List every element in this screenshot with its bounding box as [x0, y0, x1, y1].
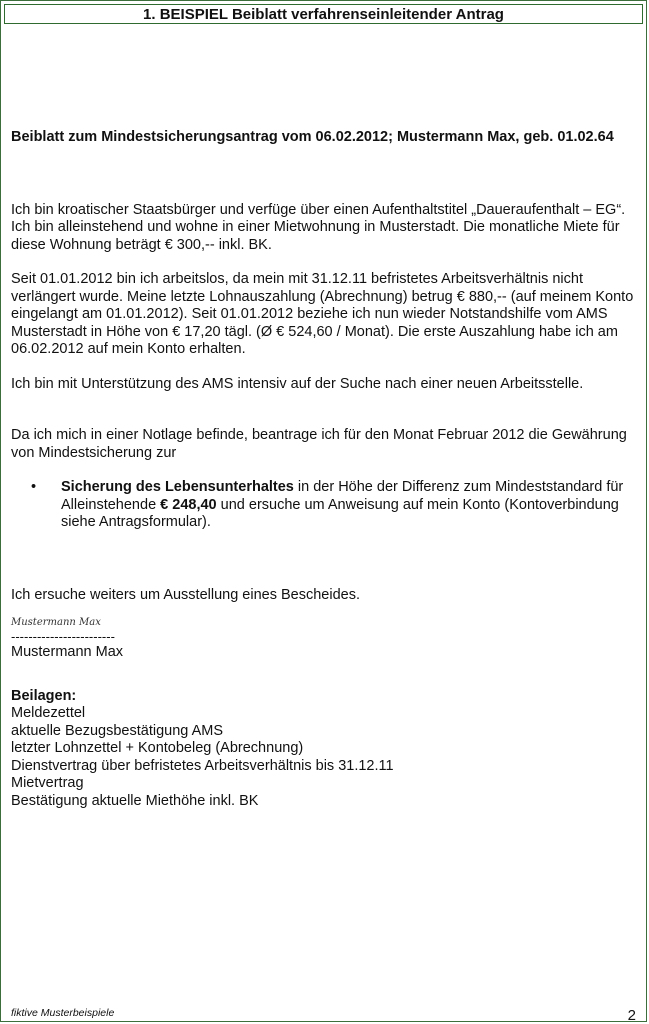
bullet-bold-lead: Sicherung des Lebensunterhaltes — [61, 479, 294, 495]
request-bullet — [11, 479, 637, 532]
paragraph-employment: Seit 01.01.2012 bin ich arbeitslos, da mein mit 31.12.11 befristetes Arbeitsverhältnis nicht verlängert wurde. Meine letzte Lohnauszahlung (Abrechnung) betrug € 880,-- (auf meinem Konto eingelangt am 01.01.2012). Seit 01.01.2012 beziehe ich nun wieder Notstandshilfe vom AMS Musterstadt in Höhe von € 17,20 tägl. (Ø € 524,60 / Monat). Die erste Auszahlung habe ich am 06.02.2012 auf mein Konto erhalten. — [11, 271, 634, 357]
paragraph-residence: Ich bin kroatischer Staatsbürger und verfüge über einen Aufenthaltstitel „Daueraufenthalt – EG“. Ich bin alleinstehend und wohne in einer Mietwohnung in Musterstadt. Die monatliche Miete für diese Wohnung beträgt € 300,-- inkl. BK. — [11, 201, 626, 253]
attachment-item: Bestätigung aktuelle Miethöhe inkl. BK — [11, 792, 259, 809]
signature-line: ------------------------ — [11, 629, 115, 644]
page-header — [4, 4, 643, 24]
bullet-text-1: in der Höhe der Differenz zum Mindeststandard für Alleinstehende — [61, 479, 624, 513]
signature-name: Mustermann Max — [11, 644, 124, 660]
letter-subject: Beiblatt zum Mindestsicherungsantrag vom 06.02.2012; Mustermann Max, geb. 01.02.64 — [11, 129, 614, 145]
letter-body — [11, 129, 637, 810]
attachment-item: Meldezettel — [11, 705, 86, 721]
attachment-item: Mietvertrag — [11, 775, 84, 791]
attachment-item: Dienstvertrag über befristetes Arbeitsverhältnis bis 31.12.11 — [11, 757, 394, 774]
paragraph-request: Da ich mich in einer Notlage befinde, beantrage ich für den Monat Februar 2012 die Gewährung von Mindestsicherung zur — [11, 427, 627, 461]
bullet-amount: € 248,40 — [160, 496, 217, 513]
page-number: 2 — [627, 1007, 636, 1024]
attachment-item: aktuelle Bezugsbestätigung AMS — [11, 722, 223, 739]
bullet-text — [61, 479, 637, 532]
closing-sentence: Ich ersuche weiters um Ausstellung eines Bescheides. — [11, 586, 360, 603]
paragraph-job-search: Ich bin mit Unterstützung des AMS intensiv auf der Suche nach einer neuen Arbeitsstelle. — [11, 375, 584, 392]
bullet-symbol: • — [31, 479, 37, 495]
attachment-item: letzter Lohnzettel + Kontobeleg (Abrechnung) — [11, 740, 304, 756]
attachments-title: Beilagen: — [11, 687, 77, 704]
bullet-text-2: und ersuche um Anweisung auf mein Konto (Kontoverbindung siehe Antragsformular). — [61, 496, 619, 530]
footer-note: fiktive Musterbeispiele — [11, 1007, 115, 1019]
handwritten-signature: Mustermann Max — [11, 617, 101, 628]
header-title: 1. BEISPIEL Beiblatt verfahrenseinleitender Antrag — [143, 6, 504, 23]
